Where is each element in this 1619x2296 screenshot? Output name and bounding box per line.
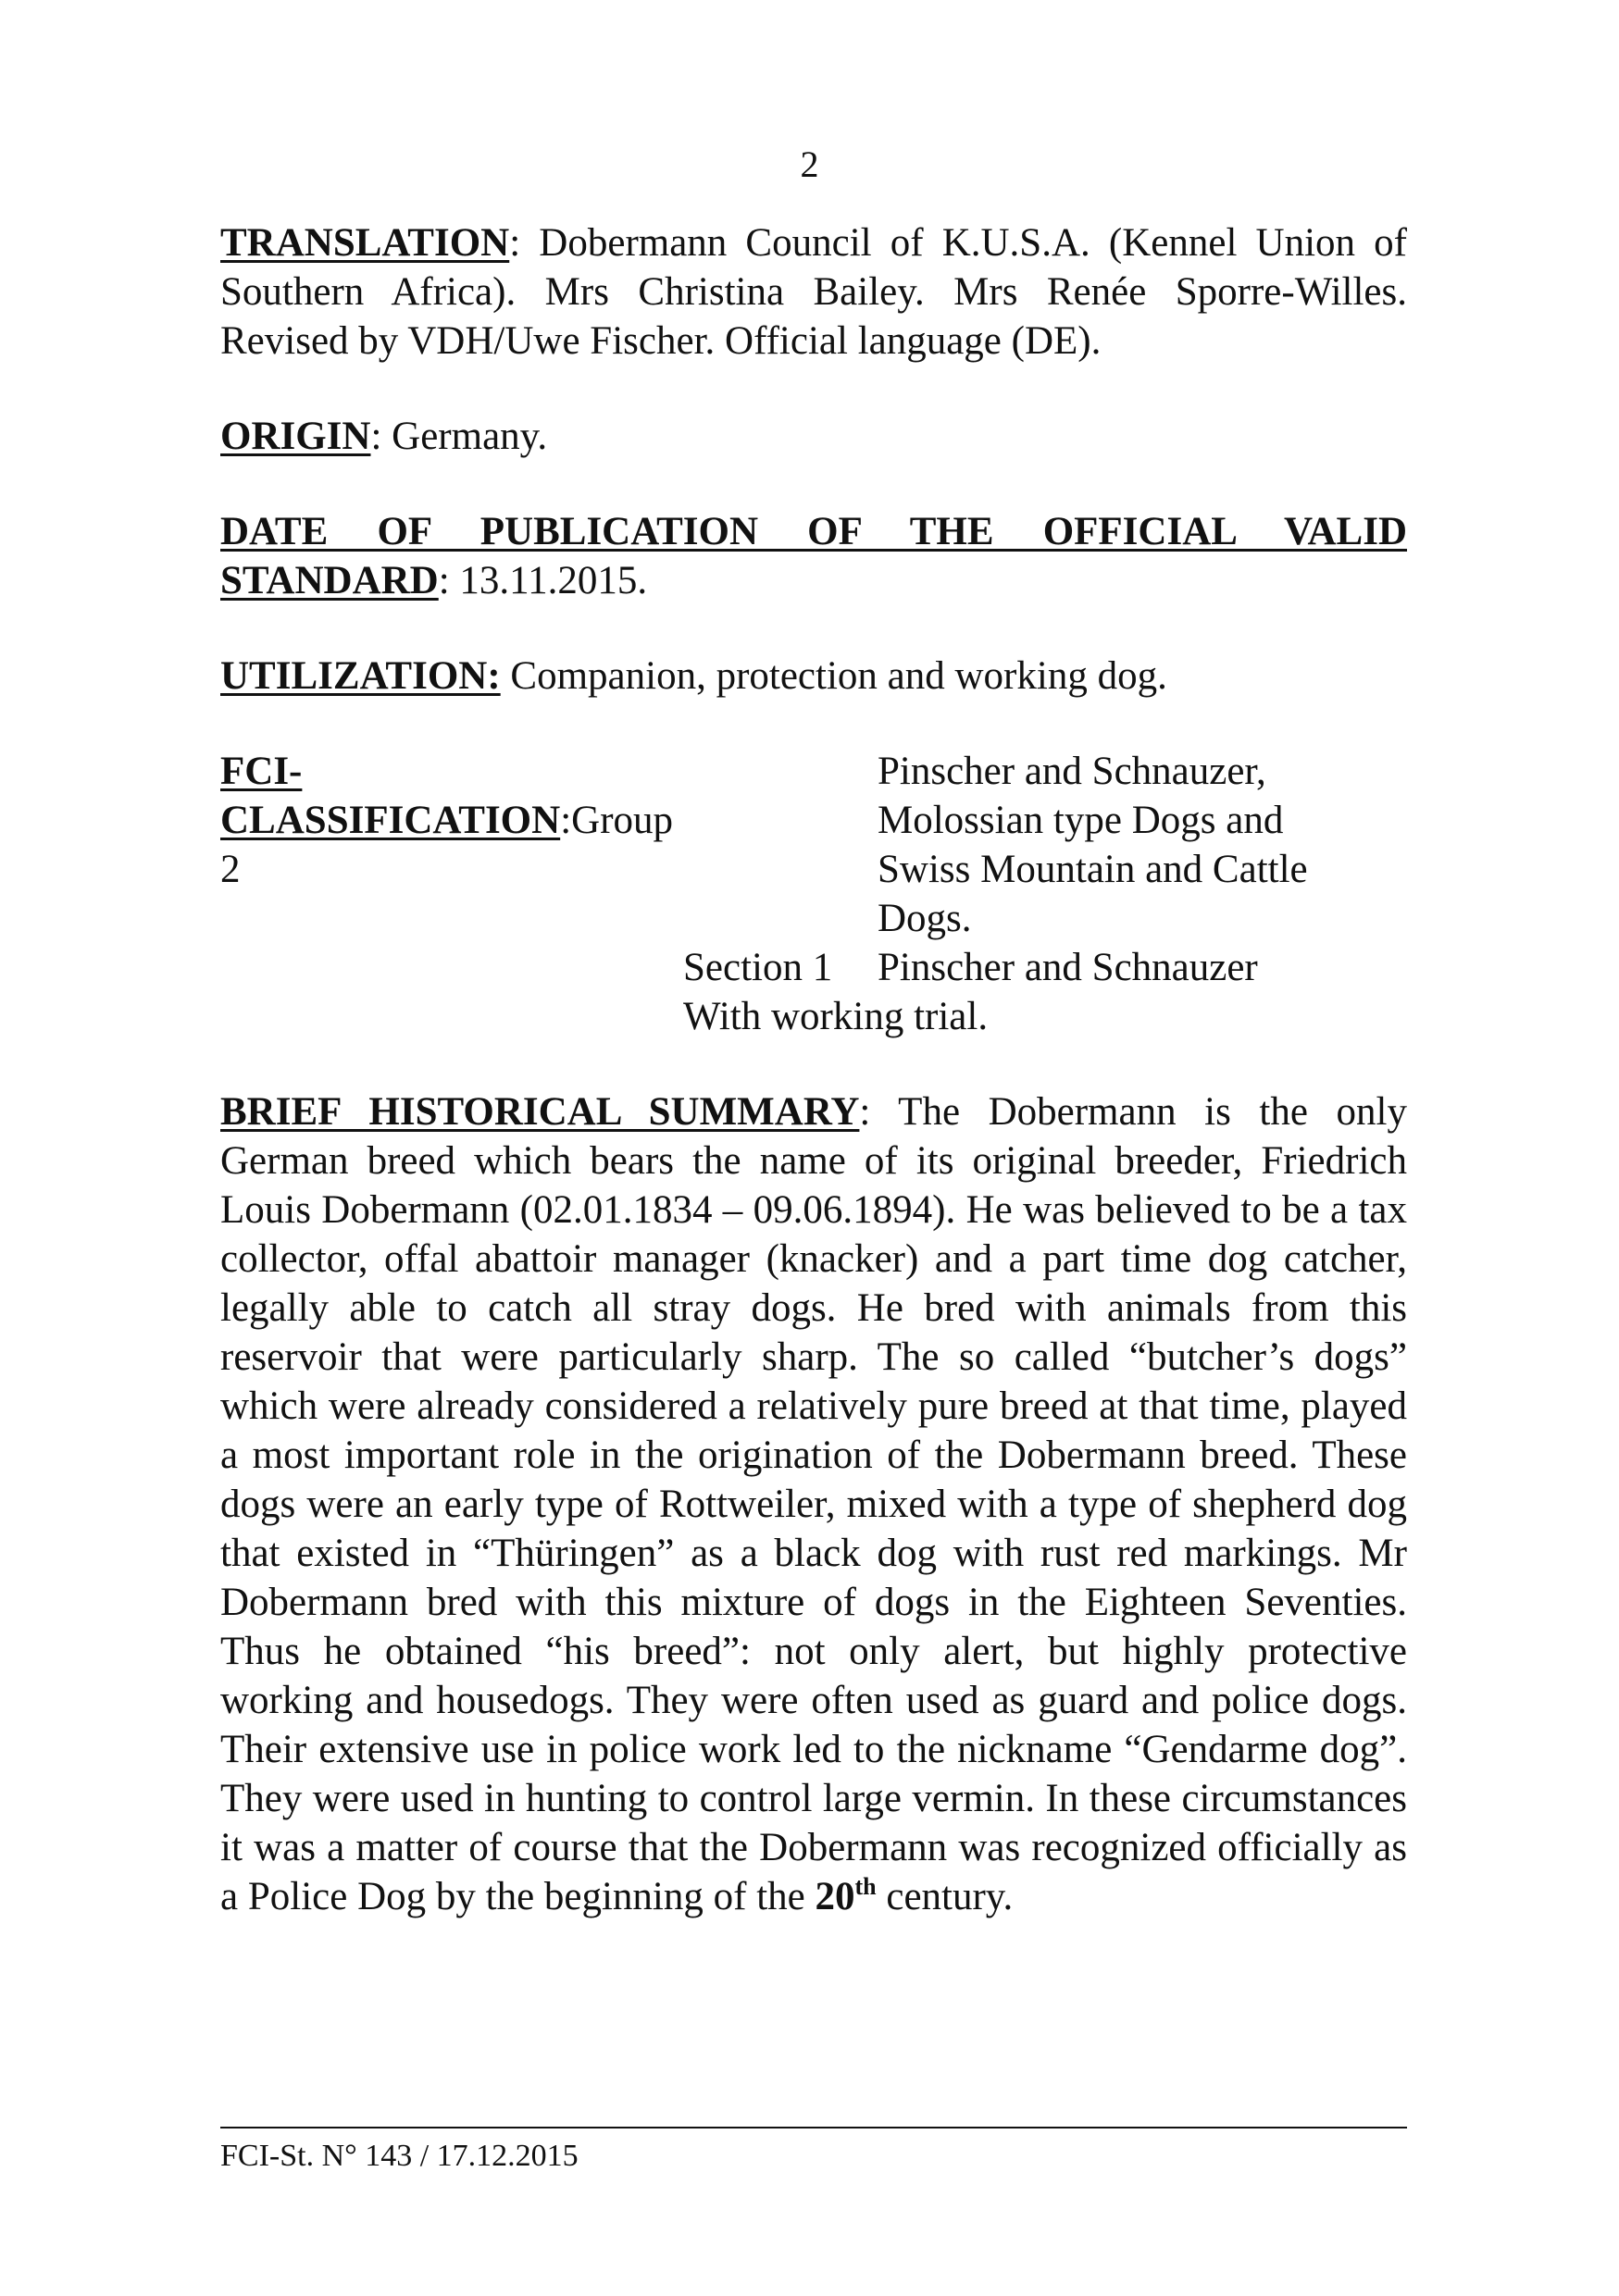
publication-label-line (220, 507, 1407, 556)
classification-block (220, 747, 1407, 1041)
working-trial-text: With working trial. (683, 995, 989, 1038)
group-line: Swiss Mountain and Cattle (878, 848, 1308, 891)
footer-divider (220, 2127, 1407, 2128)
translation-label: TRANSLATION (220, 221, 510, 265)
classification-group-description (878, 747, 1407, 943)
utilization-paragraph (220, 652, 1407, 701)
history-label: BRIEF HISTORICAL SUMMARY (220, 1090, 860, 1134)
document-body (220, 218, 1407, 1967)
publication-date: : 13.11.2015. (438, 559, 648, 602)
section-description: Pinscher and Schnauzer (878, 946, 1258, 989)
group-line: Molossian type Dogs and (878, 799, 1284, 842)
publication-label-part2: STANDARD (220, 559, 439, 602)
classification-spacer (683, 747, 878, 943)
utilization-text: Companion, protection and working dog. (500, 654, 1167, 698)
classification-group-label: Group 2 (220, 799, 674, 891)
group-line: Pinscher and Schnauzer, (878, 750, 1266, 793)
page-number: 2 (800, 143, 819, 185)
origin-paragraph (220, 412, 1407, 461)
classification-label-cell (220, 747, 683, 943)
group-line: Dogs. (878, 897, 972, 940)
publication-label-part1: DATE OF PUBLICATION OF THE OFFICIAL VALID (220, 510, 1407, 553)
history-paragraph (220, 1087, 1407, 1921)
classification-label: FCI-CLASSIFICATION (220, 750, 561, 842)
publication-paragraph (220, 507, 1407, 605)
origin-text: : Germany. (370, 415, 548, 458)
classification-colon: : (560, 799, 572, 842)
century-number: 20 (815, 1875, 855, 1918)
footer-reference: FCI-St. N° 143 / 17.12.2015 (220, 2139, 579, 2173)
publication-date-line (220, 556, 1407, 605)
classification-empty-cell (220, 943, 683, 992)
history-ending: century. (876, 1875, 1014, 1918)
utilization-label: UTILIZATION: (220, 654, 501, 698)
translation-paragraph (220, 218, 1407, 366)
origin-label: ORIGIN (220, 415, 371, 458)
history-text: : The Dobermann is the only German breed which bears the name of its original breeder, Friedrich Louis Dobermann (02.01.1834 – 09.06.1894). He was believed to be a tax collector, offal abattoir manager (knacker) and a part time dog catcher, legally able to catch all stray dogs. He bred with animals from this reservoir that were particularly sharp. The so called “butcher’s dogs” which were already considered a relatively pure breed at that time, played a most important role in the origination of the Dobermann breed. These dogs were an early type of Rottweiler, mixed with a type of shepherd dog that existed in “Thüringen” as a black dog with rust red markings. Mr Dobermann bred with this mixture of dogs in the Eighteen Seventies. Thus he obtained “his breed”: not only alert, but highly protective working and housedogs. They were often used as guard and police dogs. Their extensive use in police work led to the nickname “Gendarme dog”. They were used in hunting to control large vermin. In these circumstances it was a matter of course that the Dobermann was recognized officially as a Police Dog by the beginning of the (220, 1090, 1407, 1918)
classification-empty-cell (220, 992, 683, 1041)
section-label: Section 1 (683, 946, 833, 989)
translation-text: : Dobermann Council of K.U.S.A. (Kennel Union of Southern Africa). Mrs Christina Bailey. Mrs Renée Sporre-Willes. Revised by VDH/Uwe Fischer. Official language (DE). (220, 221, 1407, 363)
century-suffix: th (854, 1873, 877, 1900)
